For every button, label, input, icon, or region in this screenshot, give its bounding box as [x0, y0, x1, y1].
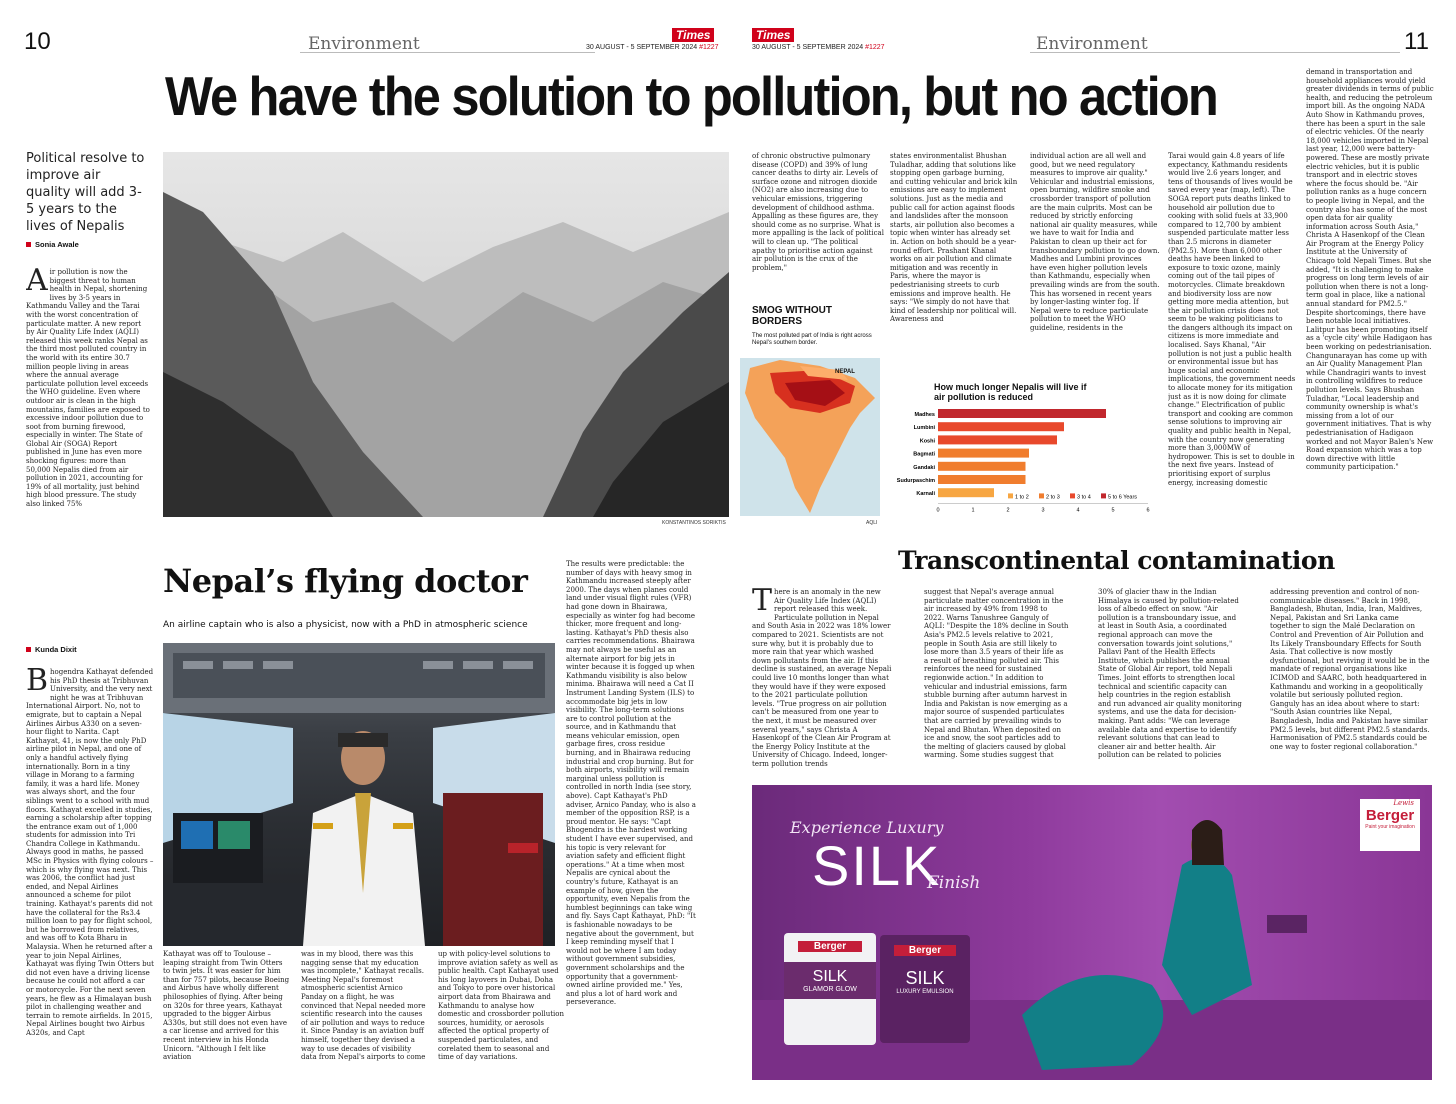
bar-label-lumbini: Lumbini [913, 425, 935, 432]
paint-can-glamor-glow: Berger SILK GLAMOR GLOW [784, 933, 876, 1045]
dateline-right: 30 AUGUST - 5 SEPTEMBER 2024 #1227 [752, 44, 885, 51]
x-tick: 0 [936, 507, 940, 514]
legend-label: 3 to 4 [1077, 494, 1091, 501]
trans-col-1: There is an anomaly in the new Air Quality Life Index (AQLI) report released this week. Particulate pollution in Nepal and South Asia in 2022 was 18% lower compared to 2021. Scientists are not sure why, but it is probably due to more rain that year which washed down pollutants from the air. If this decline is sustained, an average Nepali could live 10 months longer than what they would have if they were exposed to the 2021 particulate pollution levels. "True progress on air pollution can't be measured from one year to the next, it must be measured over several years," says Christa A Hasenkopf of the Clean Air Program at the Energy Policy Institute at the University of Chicago. Indeed, longer-term pollution trends [752, 588, 892, 768]
main-headline: We have the solution to pollution, but no action [165, 65, 1217, 127]
trans-col-3: 30% of glacier thaw in the Indian Himalaya is caused by pollution-related loss of albedo effect on snow. "Air pollution is a transboundary issue, and at least in South Asia, a coordinated regional approach can move the conversation towards joint solutions," Pallavi Pant of the Health Effects Institute, which publishes the annual State of Global Air report, told Nepali Times. Joint efforts to strengthen local technical and scientific capacity can help countries in the region establish and run advanced air quality monitoring systems, and use the data for decision-making. Pant adds: "We can leverage available data and expertise to identify relevant solutions that can lead to cleaner air and better health. Air pollution can be related to policies [1098, 588, 1242, 760]
berger-silk-advertisement [752, 785, 1432, 1080]
photo-credit-mountain: KONSTANTINOS SORIKTIS [662, 520, 726, 526]
doctor-standfirst: An airline captain who is also a physicist, now with a PhD in atmospheric science [163, 620, 528, 630]
dateline-left: 30 AUGUST - 5 SEPTEMBER 2024 #1227 [586, 44, 719, 51]
mountain-photo [163, 152, 729, 517]
legend-label: 5 to 6 Years [1108, 494, 1138, 501]
bar-madhes [938, 409, 1106, 418]
bar-koshi [938, 435, 1057, 444]
bar-bagmati [938, 449, 1029, 458]
x-tick: 2 [1006, 507, 1010, 514]
legend-swatch [1070, 493, 1075, 498]
section-label-right: Environment [1036, 34, 1148, 54]
mountain-ridges [163, 152, 729, 517]
main-col-1: Air pollution is now the biggest threat to human health in Nepal, shortening lives by 3-5 years in Kathmandu Valley and the Tarai with the worst concentration of particulate matter. A new report by Air Quality Life Index (AQLI) released this week ranks Nepal as the third most polluted country in the world with its entire 30.7 million people living in areas where the annual average particulate pollution level exceeds the WHO guideline. Even where outdoor air is clean in the high mountains, families are exposed to excessive indoor pollution due to soot from burning firewood, especially in winter. The State of Global Air (SOGA) Report published in June has even more shocking figures: more than 50,000 Nepalis died from air pollution in 2021, accounting for 19% of all mortality, just behind high blood pressure. The study also linked 75% [26, 268, 150, 509]
smog-box-title: SMOG WITHOUT BORDERS [752, 305, 832, 327]
life-expectancy-bar-chart [890, 405, 1160, 517]
x-tick: 5 [1111, 507, 1115, 514]
doctor-col-3: was in my blood, there was this nagging sense that my education was incomplete," Kathayat recalls. Meeting Nepal's foremost atmospheric scientist Arnico Panday on a flight, he was convinced that Nepal needed more scientific research into the causes of air pollution and ways to reduce it. Since Panday is an aviation buff himself, together they devised a way to use decades of visibility data from Nepal's airports to come [301, 950, 426, 1062]
times-logo-left: Times [672, 24, 714, 43]
bar-sudurpaschim [938, 475, 1026, 484]
chart-title: How much longer Nepalis will live if air pollution is reduced [934, 382, 1087, 402]
page-number-left: 10 [24, 28, 51, 55]
page-number-right: 11 [1404, 28, 1429, 55]
main-standfirst: Political resolve to improve air quality will add 3-5 years to the lives of Nepalis [26, 151, 145, 234]
doctor-col-4: up with policy-level solutions to improve aviation safety as well as public health. Capt Kathayat used his long layovers in Dubai, Doha and Tokyo to pore over historical airport data from Bhairawa and Kathmandu to analyse how domestic and crossborder pollution sources, humidity, or aerosols affected the optical property of suspended particulates, and corelated them to seasonal and time of day variations. [438, 950, 565, 1062]
bar-lumbini [938, 422, 1064, 431]
transcontinental-headline: Transcontinental contamination [898, 546, 1335, 575]
doctor-col-2: Kathayat was off to Toulouse – leaping straight from Twin Otters to twin jets. It was easier for him than for 757 pilots, because Boeing and Airbus have wholly different philosophies of flying. After being on 320s for three years, Kathayat upgraded to the bigger Airbus A330s, but still does not even have a car license and arrived for this recent interview in his Honda Unicorn. "Although I felt like aviation [163, 950, 290, 1062]
times-logo-right: Times [752, 24, 794, 43]
legend-swatch [1101, 493, 1106, 498]
map-credit: AQLI [866, 520, 878, 526]
main-col-3: states environmentalist Bhushan Tuladhar, adding that solutions like stopping open garbage burning, and cutting vehicular and brick kiln emissions are easy to implement solutions. Just as the media and public call for action against floods and landslides after the monsoon starts, air pollution also becomes a topic when winter has already set in. Action on both should be a year-round effort. Prashant Khanal works on air pollution and climate mitigation and was recently in Paris, where the mayor is pedestrianising streets to curb emissions and improve health. He says: "We simply do not have that kind of leadership nor political will. Awareness and [890, 152, 1018, 324]
doctor-col-5: The results were predictable: the number of days with heavy smog in Kathmandu increased steeply after 2000. The days when planes could land under visual flight rules (VFR) had gone down in Bhairawa, especially as winter fog had become thicker, more frequent and long-lasting. Kathayat's PhD thesis also carries recommendations. Bhairawa may not always be useful as an alternate airport for big jets in winter because it is fogged up when Kathmandu visibility is also below minima. Bhairawa will need a Cat II Instrument Landing System (ILS) to accommodate big jets in low visibility. The long-term solutions are to control pollution at the source, and in Kathmandu that means vehicular emission, open garbage fires, cross residue burning, and in Bhairawa reducing industrial and crop burning. But for both airports, visibility will remain marginal unless pollution is controlled in north India (see story, above). Capt Kathayat's PhD adviser, Arnico Panday, who is also a member of the opposition RSP, is a proud mentor. He says: "Capt Bhogendra is the hardest working student I have ever supervised, and his topic is very relevant for aviation safety and efficient flight operations." At a time when most Nepalis are cynical about the country's future, Kathayat is an example of how, given the opportunity, even Nepalis from the humblest beginnings can take wing and fly. Says Capt Kathayat, PhD: "It is fashionable nowadays to be negative about the government, but I keep reminding myself that I would not be where I am today without government subsidies, government scholarships and the opportunity that a government-owned airline provided me." Yes, and plus a lot of hard work and perseverance. [566, 560, 696, 1007]
main-byline: Sonia Awale [26, 240, 79, 249]
main-col-5: Tarai would gain 4.8 years of life expectancy, Kathmandu residents would live 2.6 years longer, and tens of thousands of lives would be saved every year (map, left). The SOGA report puts deaths linked to household air pollution due to cooking with solid fuels at 33,900 compared to 12,700 by ambient suspended particulate matter less than 2.5 microns in diameter (PM2.5). More than 6,000 other deaths have been linked to exposure to toxic ozone, mainly coming out of the tail pipes of motorcycles. Climate breakdown and biodiversity loss are now getting more media attention, but the air pollution crisis does not seem to be waking politicians to the dangers although its impact on citizens is more immediate and localised. Says Khanal, "Air pollution is not just a public health or environmental issue but has huge social and economic implications, the government needs to allocate money for its mitigation just as it is now doing for climate change." Electrification of public transport and cooking are common sense solutions to improving air quality and public health in Nepal, with the country now generating more than 3,000MW of hydropower. This is set to double in the next five years. Instead of prioritising export of surplus energy, increasing domestic [1168, 152, 1296, 487]
legend-label: 1 to 2 [1015, 494, 1029, 501]
x-tick: 4 [1076, 507, 1080, 514]
smog-box-subtitle: The most polluted part of India is right across Nepal's southern border. [752, 333, 872, 346]
bar-label-gandaki: Gandaki [913, 464, 935, 471]
doctor-col-1: Bhogendra Kathayat defended his PhD thesis at Tribhuvan University, and the very next night he was at Tribhuvan International Airport. No, not to emigrate, but to captain a Nepal Airlines Airbus A330 on a seven-hour flight to Narita. Capt Kathayat, 41, is now the only PhD airline pilot in Nepal, and one of only a handful actively flying internationally. Born in a tiny village in Morang to a farming family, it was a hard life. Money was always short, and the four siblings went to a school with mud floors. Kathayat excelled in studies, earning a scholarship after topping the entrance exam out of 1,000 students for admission into Tri Chandra College in Kathmandu. Always good in maths, he passed MSc in Physics with flying colours – which is why flying was next. This was 2006, the conflict had just ended, and Nepal Airlines announced a scheme for pilot training. Kathayat's parents did not have the collateral for the Rs3.4 million loan to pay for flight school, but he borrowed from relatives, and was off to Kota Bharu in Malaysia. When he returned after a year to join Nepal Airlines, Kathayat was flying Twin Otters but did not even have a driving license because he could not afford a car or motorcycle. For the next seven years, he flew as a Himalayan bush pilot in challenging weather and terrain to remote airfields. In 2015, Nepal Airlines bought two Airbus A320s, and Capt [26, 668, 154, 1037]
legend-swatch [1039, 493, 1044, 498]
ad-finish-label: Finish [927, 873, 981, 893]
trans-col-4: addressing prevention and control of non-communicable diseases." Back in 1998, Bangladesh, Bhutan, India, Iran, Maldives, Nepal, Pakistan and Sri Lanka came together to sign the Malé Declaration on Control and Prevention of Air Pollution and Its Likely Transboundary Effects for South Asia. That collective is now mostly dysfunctional, but reviving it would be in the mandate of regional organisations like ICIMOD and SAARC, both headquartered in Kathmandu and working in a geopolitically volatile but seriously polluted region. Ganguly has an idea about where to start: "South Asian countries like Nepal, Bangladesh, India and Pakistan have similar PM2.5 levels, but different PM2.5 standards. Harmonisation of PM2.5 standards could be one way to foster regional collaboration." [1270, 588, 1430, 751]
bar-label-koshi: Koshi [919, 438, 935, 445]
bar-gandaki [938, 462, 1026, 471]
doctor-byline: Kunda Dixit [26, 645, 77, 654]
legend-label: 2 to 3 [1046, 494, 1060, 501]
berger-logo: Lewis Berger Paint your imagination [1360, 799, 1420, 851]
x-tick: 1 [971, 507, 975, 514]
x-tick: 6 [1146, 507, 1150, 514]
section-divider [0, 540, 1456, 541]
legend-swatch [1008, 493, 1013, 498]
trans-col-2: suggest that Nepal's average annual particulate matter concentration in the air increased by 49% from 1998 to 2022. Warns Tanushree Ganguly of AQLI: "Despite the 18% decline in South Asia's PM2.5 levels relative to 2021, people in South Asia are still likely to lose more than 3.5 years of their life as a result of breathing polluted air. This reinforces the need for sustained regionwide action." In addition to vehicular and industrial emissions, farm stubble burning after autumn harvest in India and Pakistan is now emerging as a major source of suspended particulates that are carried by prevailing winds to Nepal and Bhutan. When deposited on ice and snow, the soot particles add to the melting of glaciers caused by global warming. Some studies suggest that [924, 588, 1069, 760]
main-col-6: demand in transportation and household appliances would yield greater dividends in terms of public health, and reducing the petroleum import bill. As the ongoing NADA Auto Show in Kathmandu proves, there has been a spurt in the sale of electric vehicles. Of the nearly 18,000 vehicles imported in Nepal last year, 12,000 were battery-powered. These are mostly private electric vehicles, but it is public transport and in electric stoves where the focus should be. "Air pollution ranks as a huge concern to people living in Nepal, and the country also has some of the most open data for air quality information across South Asia," Christa A Hasenkopf of the Clean Air Program at the Energy Policy Institute at the University of Chicago told Nepali Times. But she added, "It is challenging to make progress on long term levels of air pollution when there is not a long-term goal in place, like a national annual standard for PM2.5." Despite shortcomings, there have been notable local initiatives. Lalitpur has been promoting itself as a 'cycle city' while Hadigaon has been working on pedestrianisation. Changunarayan has come up with an Air Quality Management Plan while Chandragiri wants to invest in controlling wildfires to reduce pollution levels. Says Bhushan Tuladhar, "Local leadership and community ownership is what's missing from a lot of our government initiatives. That is why pedestrianisation of Hadigaon worked and not Mayor Balen's New Road expansion which was a top down directive with little community participation." [1306, 68, 1434, 472]
doctor-headline: Nepal’s flying doctor [163, 562, 528, 600]
ad-tagline: Experience Luxury [790, 818, 944, 837]
map-label-nepal: NEPAL [835, 369, 855, 375]
main-col-4: individual action are all well and good, but we need regulatory measures to improve air quality." Vehicular and industrial emissions, open burning, wildfire smoke and crossborder transport of pollution are the main culprits. Most can be reduced by strictly enforcing national air quality measures, while we have to wait for India and Pakistan to clean up their act for transboundary pollution to go down. Madhes and Lumbini provinces have even higher pollution levels than Kathmandu, especially when prevailing winds are from the south. This has worsened in recent years by longer-lasting winter fog. If Nepal were to reduce particulate pollution to meet the WHO guideline, residents in the [1030, 152, 1160, 332]
bar-label-sudurpaschim: Sudurpaschim [896, 478, 935, 484]
bar-label-bagmati: Bagmati [913, 451, 935, 458]
bar-karnali [938, 488, 994, 497]
cockpit-photo [163, 643, 555, 946]
paint-can-luxury-emulsion: Berger SILK LUXURY EMULSION [880, 935, 970, 1043]
bar-label-madhes: Madhes [914, 412, 935, 418]
india-pollution-map [740, 358, 880, 516]
x-tick: 3 [1041, 507, 1045, 514]
main-col-2: of chronic obstructive pulmonary disease (COPD) and 39% of lung cancer deaths to dirty air. Levels of surface ozone and nitrogen dioxide (NO2) are also increasing due to vehicular emissions, triggering development of childhood asthma. Appalling as these figures are, they should come as no surprise. What is more appalling is the lack of political will to clean up. "The political apathy to prioritise action against air pollution is the crux of the problem," [752, 152, 884, 272]
ad-product-name: SILK [812, 834, 942, 897]
section-label-left: Environment [308, 34, 420, 54]
bar-label-karnali: Karnali [916, 491, 935, 498]
